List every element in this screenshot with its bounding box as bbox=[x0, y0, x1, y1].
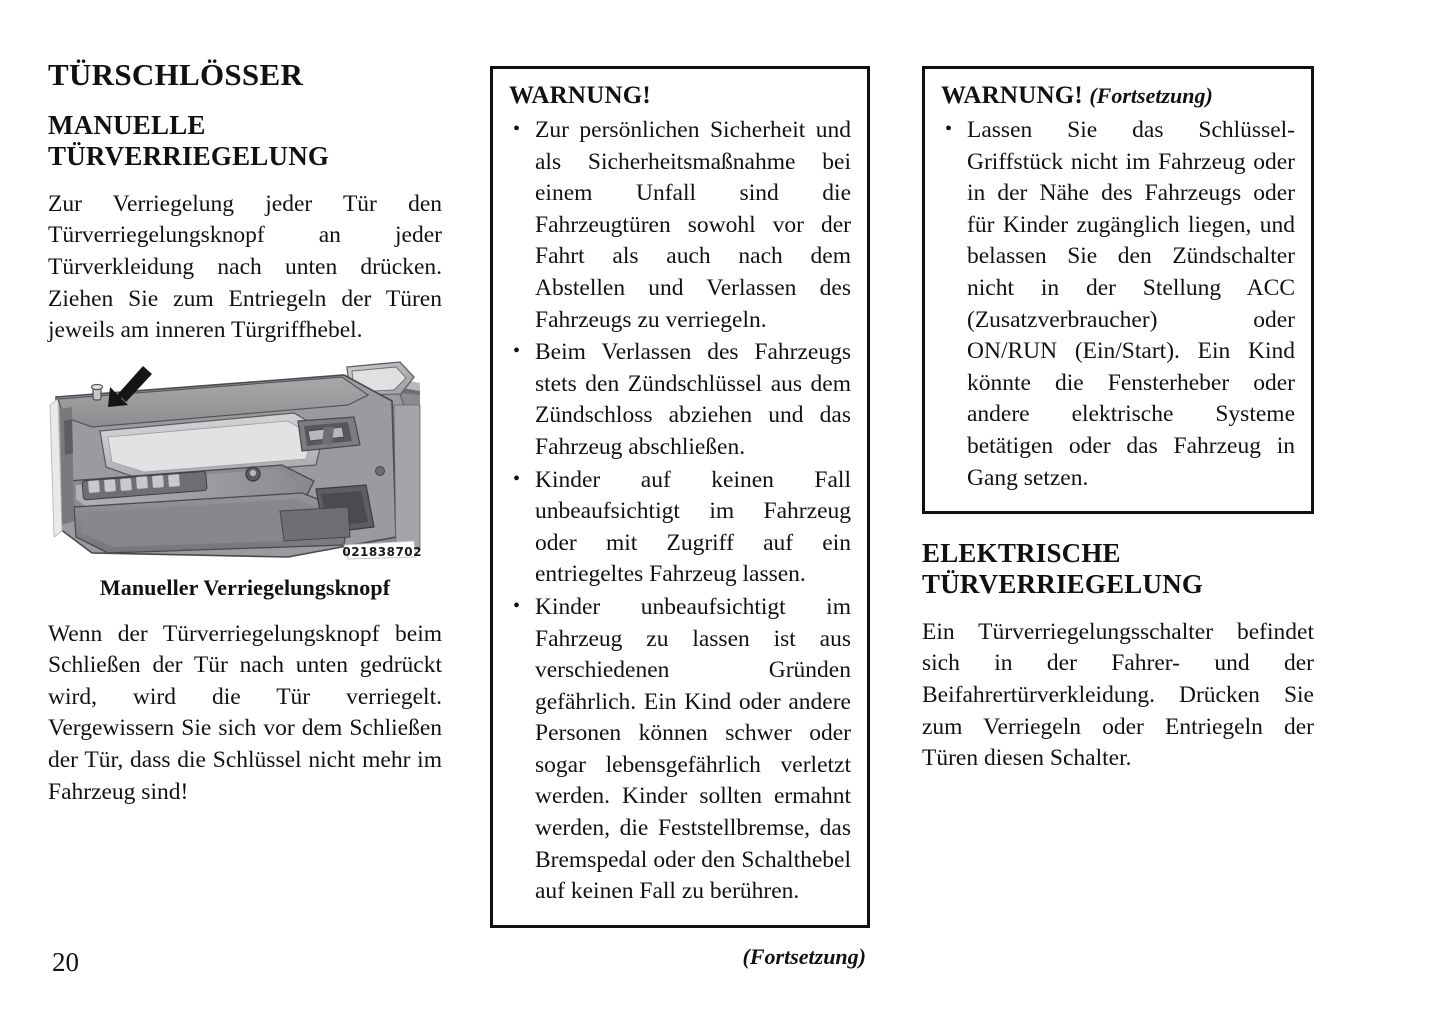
figure-caption: Manueller Verriegelungsknopf bbox=[99, 574, 391, 600]
paragraph-manual-lock-intro: Zur Verriegelung jeder Tür den Türverriegelungsknopf an jeder Türverkleidung nach unten drücken. Ziehen Sie zum Entriegeln der Türen jeweils am inneren Türgriffhebel. bbox=[48, 190, 442, 344]
middle-column bbox=[490, 66, 870, 970]
right-column bbox=[922, 66, 1314, 775]
warning-bullet-list bbox=[509, 115, 851, 908]
warning-bullet-item: • Beim Verlassen des Fahrzeugs stets den Zündschlüssel aus dem Zündschloss abziehen und das Fahrzeug abschließen. bbox=[509, 337, 851, 463]
warning-bullet-item: • Kinder auf keinen Fall unbeaufsichtigt im Fahrzeug oder mit Zugriff auf ein entriegeltes Fahrzeug lassen. bbox=[509, 465, 851, 591]
warning-bullet-item: • Zur persönlichen Sicherheit und als Sicherheitsmaßnahme bei einem Unfall sind die Fahrzeugtüren sowohl vor der Fahrt als auch nach dem Abstellen und Verlassen des Fahrzeugs zu verriegeln. bbox=[509, 115, 851, 336]
warning-box-primary bbox=[490, 66, 870, 928]
left-column bbox=[48, 58, 442, 808]
figure-number: 021838702 bbox=[342, 544, 422, 559]
warning-bullet-list-continued bbox=[941, 115, 1295, 494]
paragraph-power-lock: Ein Türverriegelungsschalter befindet sich in der Fahrer- und der Beifahrertürverkleidung. Drücken Sie zum Verriegeln oder Entriegeln der Türen diesen Schalter. bbox=[922, 618, 1314, 772]
inner-door-handle-illustration bbox=[298, 417, 360, 451]
warning-box-continued-label: (Fortsetzung) bbox=[1089, 83, 1213, 108]
warning-bullet-item: • Kinder unbeaufsichtigt im Fahrzeug zu lassen ist aus verschiedenen Gründen gefährlich. Ein Kind oder andere Personen können schwer oder sogar lebensgefährlich verletzt werden. Kinder sollten ermahnt werden, die Feststellbremse, das Bremspedal oder den Schalthebel auf keinen Fall zu berühren. bbox=[509, 592, 851, 908]
warning-box-title: WARNUNG! bbox=[509, 82, 651, 109]
page-number: 20 bbox=[52, 947, 79, 977]
warning-box-continued-title-text: WARNUNG! bbox=[941, 82, 1083, 109]
door-panel-illustration bbox=[48, 361, 432, 565]
figure-door-trim-panel bbox=[48, 361, 442, 601]
section-heading-manual-lock: MANUELLE TÜRVERRIEGELUNG bbox=[48, 110, 330, 172]
section-heading-power-lock: ELEKTRISCHE TÜRVERRIEGELUNG bbox=[922, 538, 1204, 600]
page-title: TÜRSCHLÖSSER bbox=[48, 57, 304, 92]
paragraph-manual-lock-detail: Wenn der Türverriegelungsknopf beim Schließen der Tür nach unten gedrückt wird, wird die Tür verriegelt. Vergewissern Sie sich vor dem Schließen der Tür, dass die Schlüssel nicht mehr im Fahrzeug sind! bbox=[48, 620, 442, 805]
manual-lock-knob-illustration bbox=[92, 384, 103, 400]
warning-box-continued-title bbox=[941, 81, 1295, 111]
figure-image bbox=[48, 361, 432, 565]
warning-box-continued bbox=[922, 66, 1314, 514]
warning-bullet-item: • Lassen Sie das Schlüssel-Griffstück nicht im Fahrzeug oder in der Nähe des Fahrzeugs oder für Kinder zugänglich liegen, und belassen Sie den Zündschalter nicht in der Stellung ACC (Zusatzverbraucher) oder ON/RUN (Ein/Start). Ein Kind könnte die Fensterheber oder andere elektrische Systeme betätigen oder das Fahrzeug in Gang setzen. bbox=[941, 115, 1295, 494]
continuation-note: (Fortsetzung) bbox=[742, 943, 866, 969]
